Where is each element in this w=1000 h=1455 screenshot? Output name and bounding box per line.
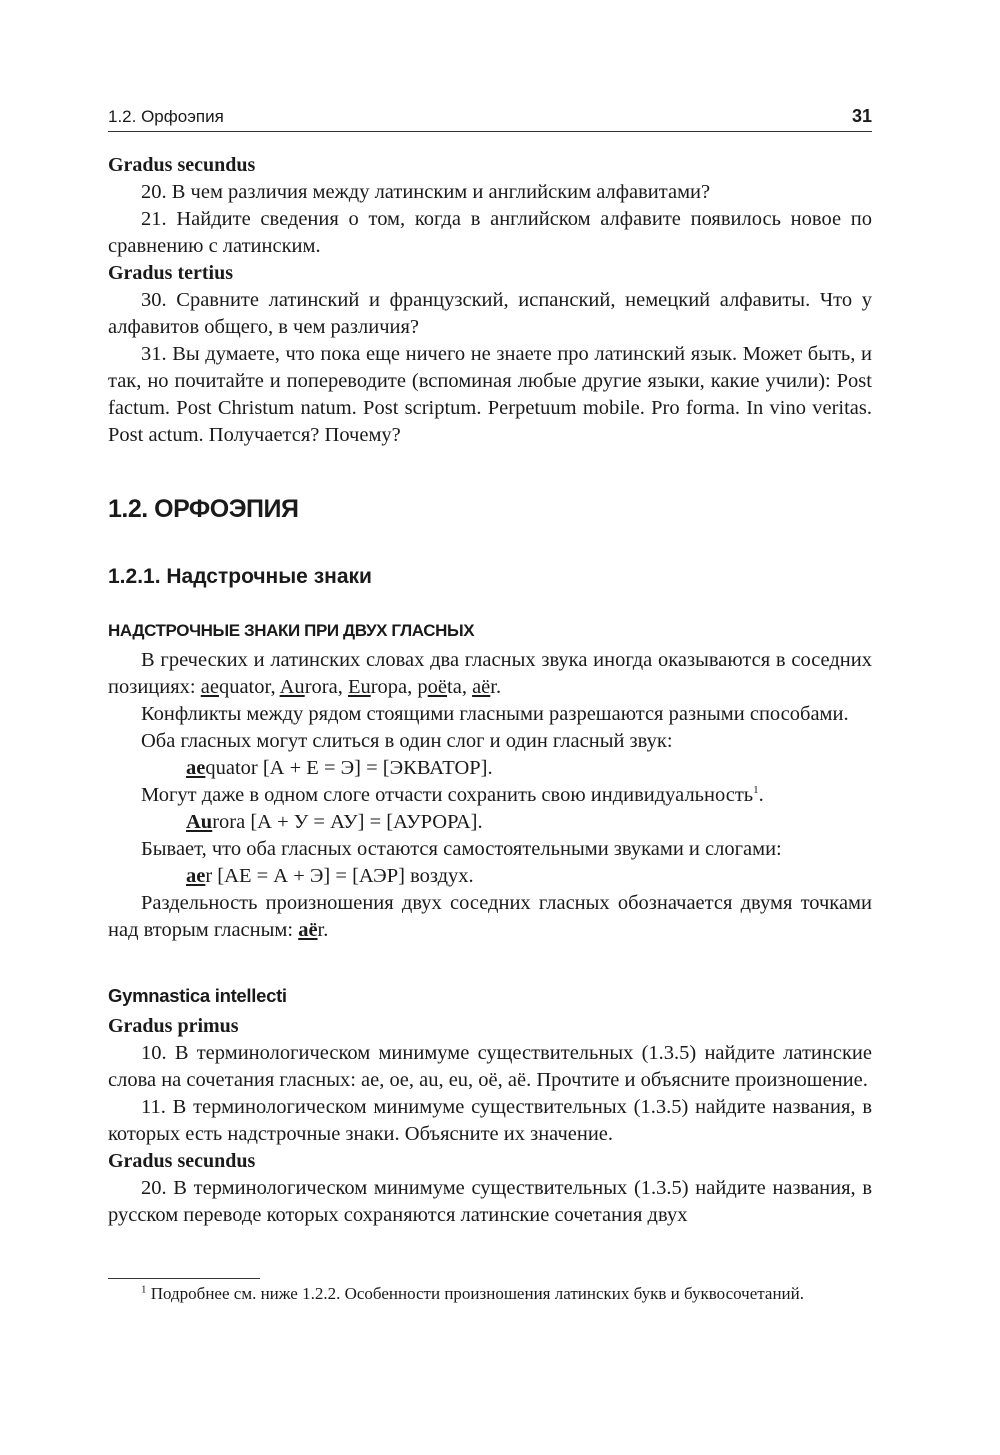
footnote-divider: [108, 1278, 260, 1279]
case-separate: Бывает, что оба гласных остаются самостоятельными звуками и слогами:: [141, 838, 782, 860]
subsection-title: 1.2.1. Надстрочные знаки: [108, 565, 372, 588]
example-aer: [108, 863, 872, 890]
separate-paragraph: [108, 890, 872, 944]
example-word-underlined: Eu: [347, 676, 371, 698]
case-partial-text: Могут даже в одном слоге отчасти сохранить свою индивидуальность: [141, 784, 754, 806]
example-word-start: p: [417, 676, 428, 698]
conflicts-paragraph: Конфликты между рядом стоящими гласными разрешаются разными способами.: [141, 703, 849, 725]
example-word-underlined: aë: [472, 676, 491, 698]
running-head-title: 1.2. Орфоэпия: [108, 107, 224, 126]
section-title: 1.2. ОРФОЭПИЯ: [108, 495, 299, 523]
example-diphthong: ae: [186, 757, 206, 779]
example-word-underlined: Au: [279, 676, 305, 698]
case-partial: [108, 782, 872, 809]
section-body: [108, 647, 872, 944]
exercises-top: [108, 152, 872, 449]
running-head: [108, 105, 872, 132]
exercises-bottom: [108, 1013, 872, 1229]
exercise-item: 11. В терминологическом минимуме существительных (1.3.5) найдите названия, в которых есть надстрочные знаки. Объясните их значение.: [108, 1096, 872, 1145]
example-word-rest: ropa,: [370, 676, 413, 698]
intro-paragraph: [108, 647, 872, 701]
example-word-underlined: oë: [427, 676, 448, 698]
footnote-reference: 1: [753, 784, 759, 797]
rubric-heading: НАДСТРОЧНЫЕ ЗНАКИ ПРИ ДВУХ ГЛАСНЫХ: [108, 621, 475, 640]
example-diphthong: Au: [186, 811, 213, 833]
separate-text: Раздельность произношения двух соседних гласных обозначается двумя точками над вторым гласным:: [108, 892, 872, 941]
exercise-item: 20. В чем различия между латинским и английским алфавитами?: [141, 181, 711, 203]
exercise-item: 20. В терминологическом минимуме существительных (1.3.5) найдите названия, в русском переводе которых сохраняются латинские сочетания двух: [108, 1177, 872, 1226]
gradus-heading: Gradus primus: [108, 1015, 239, 1037]
example-word-rest: rora,: [304, 676, 343, 698]
footnote-mark: 1: [141, 1283, 147, 1296]
exercise-item: 21. Найдите сведения о том, когда в английском алфавите появилось новое по сравнению с латинским.: [108, 208, 872, 257]
example-aequator: [108, 755, 872, 782]
example-word-rest: quator,: [218, 676, 276, 698]
gradus-heading: Gradus tertius: [108, 262, 233, 284]
exercise-item: 30. Сравните латинский и французский, испанский, немецкий алфавиты. Что у алфавитов общего, в чем различия?: [108, 289, 872, 338]
exercise-item: 10. В терминологическом минимуме существительных (1.3.5) найдите латинские слова на сочетания гласных: ae, oe, au, eu, oë, aë. Прочтите и объясните произношение.: [108, 1042, 872, 1091]
example-word-underlined: ae: [200, 676, 219, 698]
case-partial-end: .: [758, 784, 764, 806]
example-text: rora [А + У = АУ] = [АУРОРА].: [212, 811, 483, 833]
example-aurora: [108, 809, 872, 836]
intro-lead: В греческих и латинских словах два гласных звука иногда оказываются в соседних позициях:: [108, 649, 872, 698]
example-diphthong: ae: [186, 865, 206, 887]
case-merge: Оба гласных могут слиться в один слог и один гласный звук:: [141, 730, 673, 752]
gradus-heading: Gradus secundus: [108, 154, 256, 176]
gradus-heading: Gradus secundus: [108, 1150, 256, 1172]
example-text: quator [А + Е = Э] = [ЭКВАТОР].: [205, 757, 493, 779]
example-word-rest: ta,: [447, 676, 467, 698]
gymnastica-heading: Gymnastica intellecti: [108, 985, 287, 1006]
page-number: 31: [851, 106, 872, 126]
example-text: r.: [317, 919, 329, 941]
exercise-item: 31. Вы думаете, что пока еще ничего не знаете про латинский язык. Может быть, и так, но почитайте и попереводите (вспоминая любые другие языки, какие учили): Post factum. Post Christum natum. Post scriptum. Perpetuum mobile. Pro forma. In vino veritas. Post actum. Получается? Почему?: [108, 343, 872, 446]
example-diphthong: aë: [298, 919, 318, 941]
example-text: r [АЕ = А + Э] = [АЭР] воздух.: [205, 865, 474, 887]
footnote: [108, 1283, 872, 1305]
footnote-text: Подробнее см. ниже 1.2.2. Особенности произношения латинских букв и буквосочетаний.: [146, 1284, 805, 1303]
example-word-rest: r.: [490, 676, 502, 698]
